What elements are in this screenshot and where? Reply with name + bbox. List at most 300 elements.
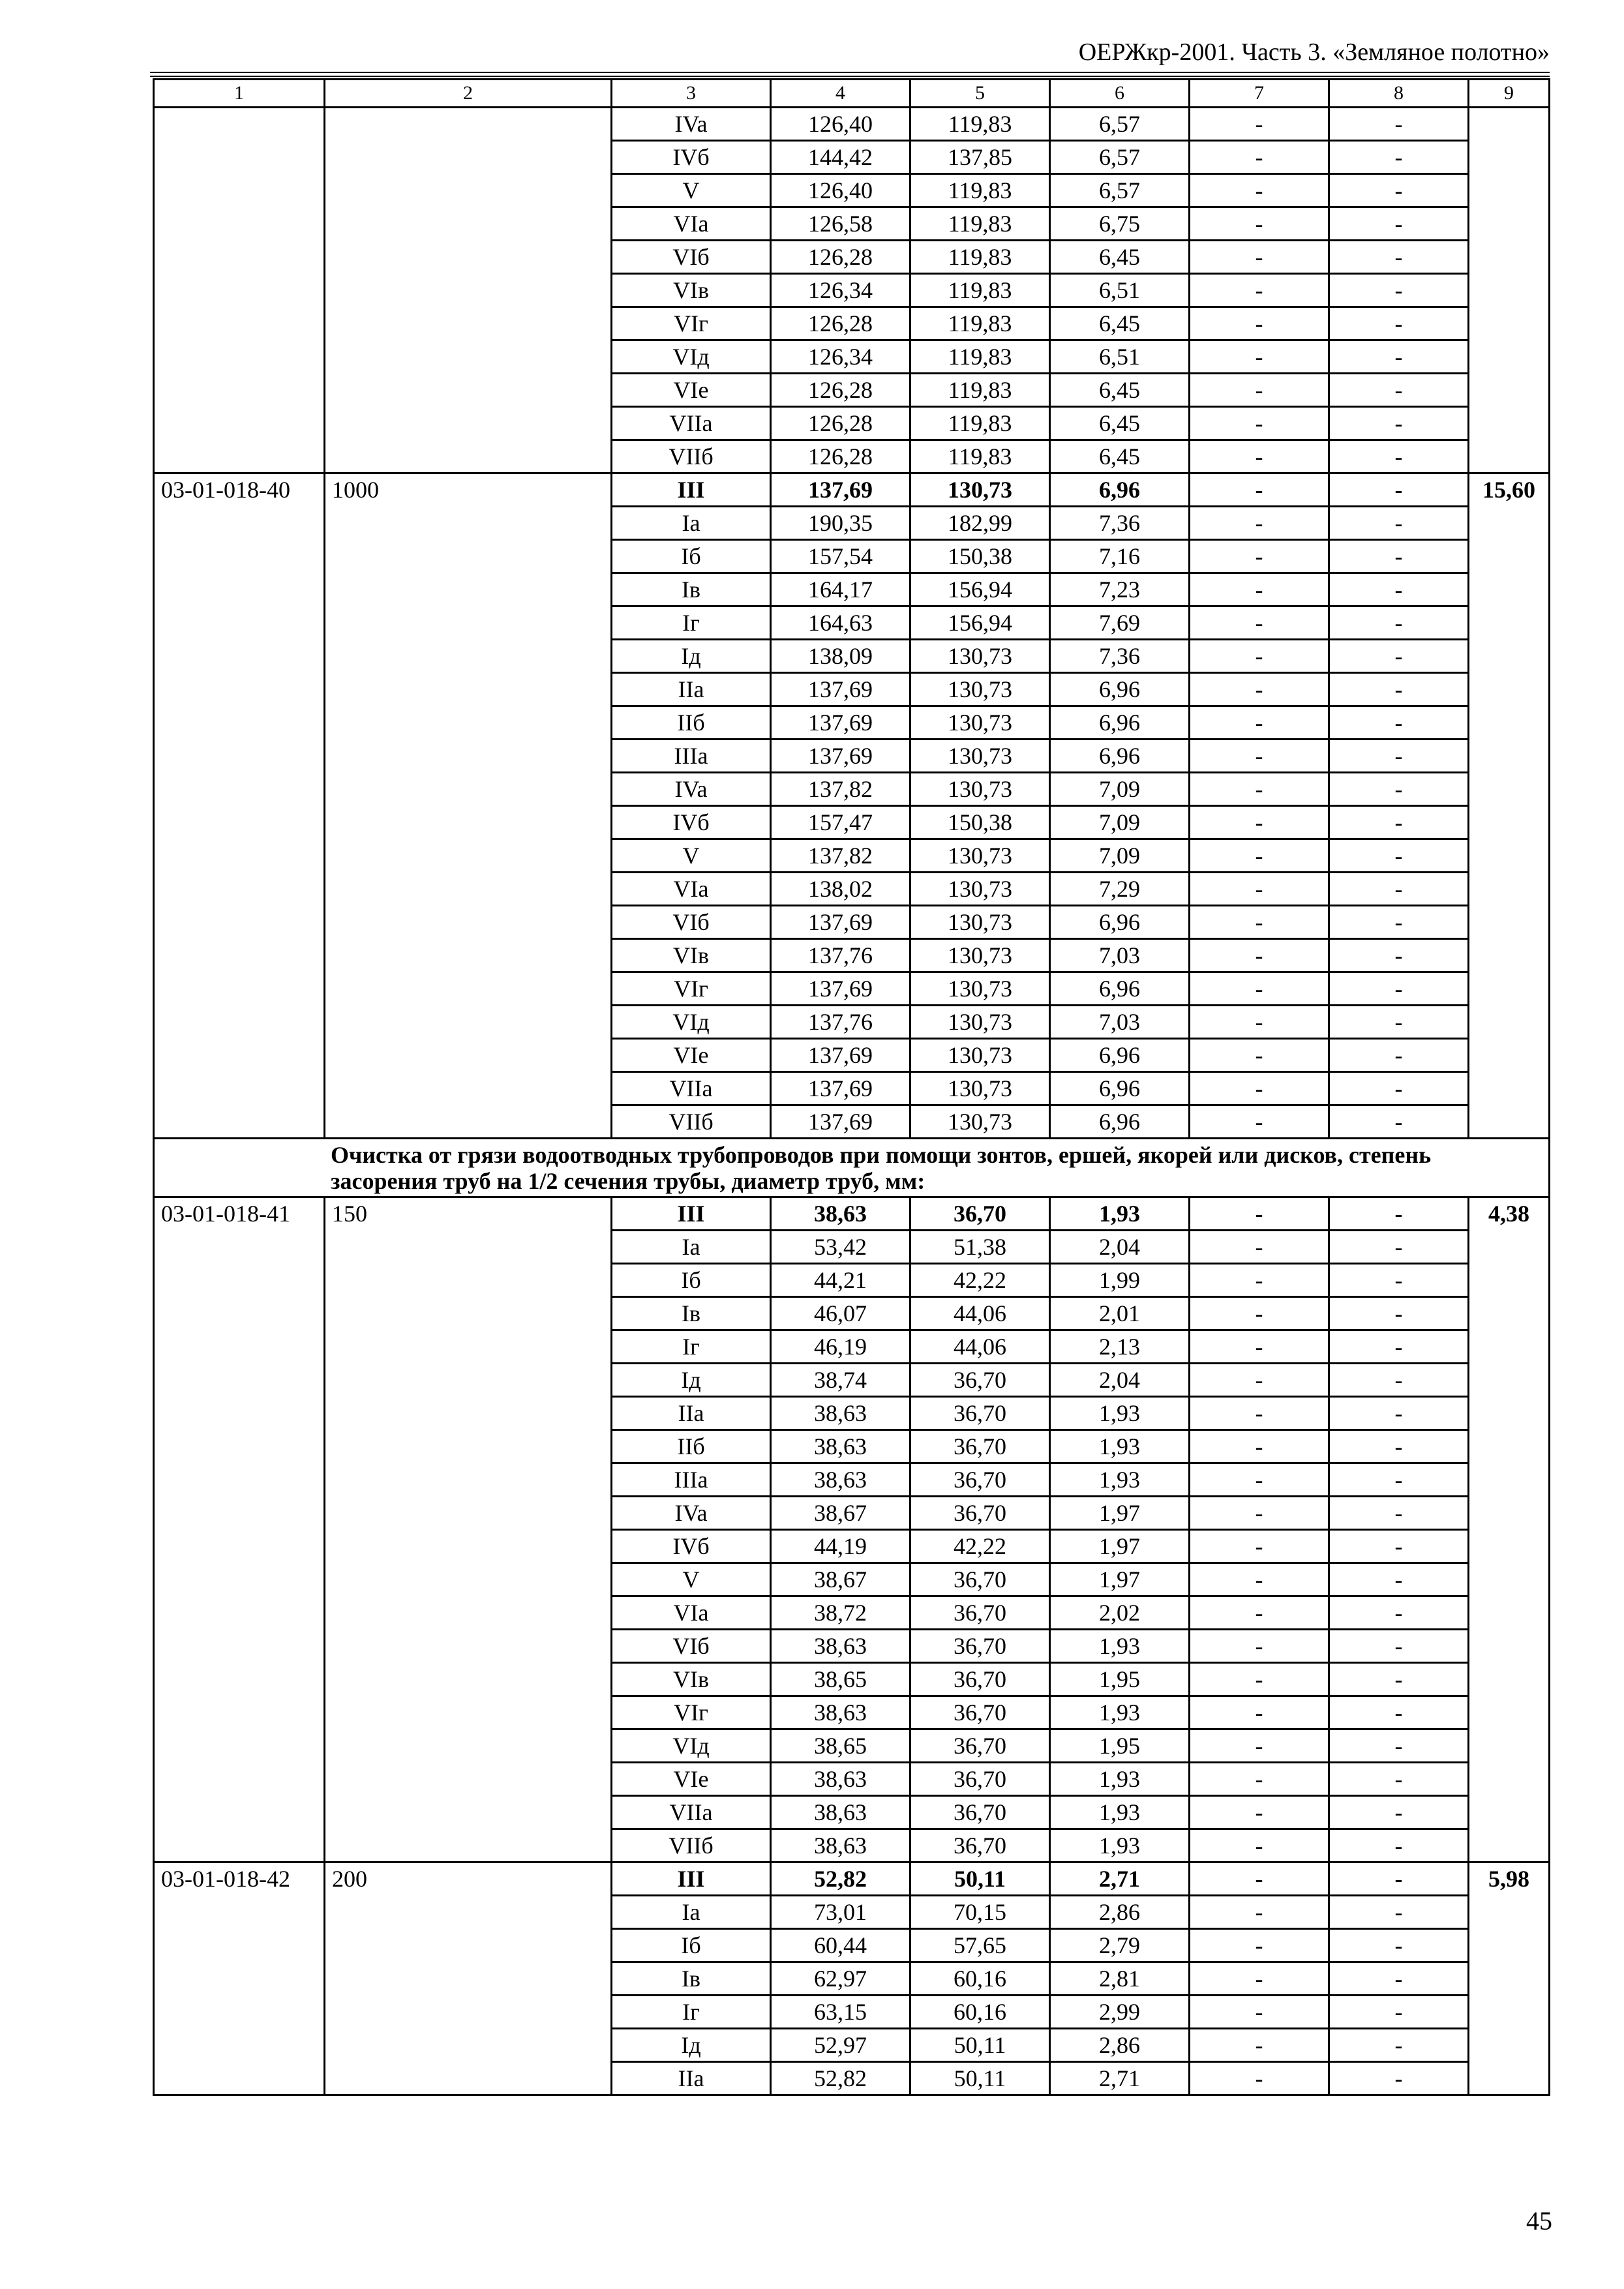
value-cell: IVa <box>612 1497 771 1530</box>
value-cell: - <box>1190 1896 1329 1929</box>
value-cell: IIб <box>612 1430 771 1463</box>
value-cell: 1,93 <box>1050 1430 1190 1463</box>
value-cell: 144,42 <box>771 141 910 174</box>
value-cell: - <box>1329 1330 1469 1364</box>
value-cell: 2,04 <box>1050 1231 1190 1264</box>
price-table-container <box>153 78 1548 2096</box>
value-cell: 130,73 <box>910 740 1050 773</box>
header-rule <box>150 72 1550 73</box>
value-cell: - <box>1190 1039 1329 1072</box>
value-cell: 1,93 <box>1050 1397 1190 1430</box>
table-row <box>154 1863 1550 1896</box>
value-cell: VIв <box>612 274 771 307</box>
value-cell: IIa <box>612 1397 771 1430</box>
value-cell: 1,93 <box>1050 1630 1190 1663</box>
value-cell: IIIa <box>612 740 771 773</box>
value-cell: - <box>1329 1763 1469 1796</box>
column-number-cell: 5 <box>910 80 1050 108</box>
value-cell: 6,96 <box>1050 740 1190 773</box>
value-cell: IVa <box>612 773 771 806</box>
value-cell: 130,73 <box>910 1072 1050 1105</box>
value-cell: - <box>1329 374 1469 407</box>
value-cell: 7,09 <box>1050 773 1190 806</box>
value-cell: - <box>1329 1430 1469 1463</box>
value-cell: 36,70 <box>910 1763 1050 1796</box>
value-cell: Iд <box>612 640 771 673</box>
value-cell: 36,70 <box>910 1397 1050 1430</box>
value-cell: Iг <box>612 606 771 640</box>
value-cell: VIд <box>612 1729 771 1763</box>
value-cell: 38,63 <box>771 1463 910 1497</box>
value-cell: IVб <box>612 1530 771 1563</box>
value-cell: Iб <box>612 540 771 573</box>
value-cell: - <box>1329 1796 1469 1829</box>
value-cell: 53,42 <box>771 1231 910 1264</box>
value-cell: - <box>1190 540 1329 573</box>
value-cell: 1,93 <box>1050 1463 1190 1497</box>
value-cell: - <box>1190 1264 1329 1297</box>
value-cell: 36,70 <box>910 1364 1050 1397</box>
value-cell: 6,57 <box>1050 108 1190 141</box>
value-cell: 126,34 <box>771 274 910 307</box>
value-cell: - <box>1329 1006 1469 1039</box>
value-cell: - <box>1329 1297 1469 1330</box>
value-cell: - <box>1190 1729 1329 1763</box>
value-cell: 2,71 <box>1050 2062 1190 2095</box>
value-cell: 126,40 <box>771 174 910 207</box>
col9-cell: 15,60 <box>1469 473 1550 1139</box>
value-cell: - <box>1329 1231 1469 1264</box>
value-cell: IVб <box>612 806 771 839</box>
value-cell: VIIб <box>612 440 771 473</box>
column-number-row <box>154 80 1550 108</box>
value-cell: - <box>1190 1397 1329 1430</box>
value-cell: 38,67 <box>771 1497 910 1530</box>
value-cell: - <box>1190 606 1329 640</box>
value-cell: - <box>1329 1630 1469 1663</box>
value-cell: 63,15 <box>771 1996 910 2029</box>
value-cell: - <box>1329 773 1469 806</box>
table-row <box>154 108 1550 141</box>
value-cell: - <box>1190 340 1329 374</box>
table-row <box>154 473 1550 507</box>
value-cell: III <box>612 1197 771 1231</box>
value-cell: VIe <box>612 1039 771 1072</box>
value-cell: - <box>1190 1297 1329 1330</box>
value-cell: 150,38 <box>910 806 1050 839</box>
value-cell: - <box>1329 2029 1469 2062</box>
value-cell: 126,58 <box>771 207 910 241</box>
value-cell: 130,73 <box>910 473 1050 507</box>
value-cell: - <box>1329 108 1469 141</box>
value-cell: 2,99 <box>1050 1996 1190 2029</box>
value-cell: VIд <box>612 1006 771 1039</box>
value-cell: - <box>1329 241 1469 274</box>
value-cell: - <box>1329 473 1469 507</box>
value-cell: 7,03 <box>1050 939 1190 972</box>
value-cell: 38,63 <box>771 1630 910 1663</box>
value-cell: VIa <box>612 1596 771 1630</box>
value-cell: VIIa <box>612 1072 771 1105</box>
value-cell: - <box>1190 2062 1329 2095</box>
value-cell: 38,63 <box>771 1197 910 1231</box>
col9-cell: 4,38 <box>1469 1197 1550 1863</box>
value-cell: - <box>1190 573 1329 606</box>
value-cell: Iг <box>612 1330 771 1364</box>
diameter-cell: 1000 <box>325 473 612 1139</box>
value-cell: Iб <box>612 1929 771 1962</box>
value-cell: 38,65 <box>771 1663 910 1696</box>
value-cell: 36,70 <box>910 1696 1050 1729</box>
value-cell: 36,70 <box>910 1729 1050 1763</box>
value-cell: 50,11 <box>910 2062 1050 2095</box>
value-cell: - <box>1190 1763 1329 1796</box>
value-cell: - <box>1190 108 1329 141</box>
value-cell: 1,95 <box>1050 1729 1190 1763</box>
continuation-col9-cell <box>1469 108 1550 473</box>
value-cell: 2,71 <box>1050 1863 1190 1896</box>
value-cell: - <box>1329 740 1469 773</box>
value-cell: 6,45 <box>1050 241 1190 274</box>
value-cell: - <box>1329 573 1469 606</box>
value-cell: 130,73 <box>910 673 1050 706</box>
value-cell: V <box>612 1563 771 1596</box>
code-cell: 03-01-018-42 <box>154 1863 325 2095</box>
value-cell: 7,09 <box>1050 839 1190 873</box>
value-cell: - <box>1329 407 1469 440</box>
value-cell: 137,69 <box>771 1105 910 1139</box>
value-cell: Iд <box>612 1364 771 1397</box>
value-cell: - <box>1190 1796 1329 1829</box>
value-cell: - <box>1190 740 1329 773</box>
value-cell: - <box>1329 673 1469 706</box>
value-cell: - <box>1329 706 1469 740</box>
value-cell: - <box>1329 1829 1469 1863</box>
value-cell: - <box>1329 1663 1469 1696</box>
value-cell: - <box>1329 1696 1469 1729</box>
value-cell: 6,57 <box>1050 174 1190 207</box>
value-cell: 62,97 <box>771 1962 910 1996</box>
value-cell: VIIa <box>612 1796 771 1829</box>
value-cell: 130,73 <box>910 906 1050 939</box>
value-cell: - <box>1329 1996 1469 2029</box>
value-cell: VIa <box>612 873 771 906</box>
value-cell: 119,83 <box>910 207 1050 241</box>
value-cell: - <box>1190 1463 1329 1497</box>
value-cell: 126,34 <box>771 340 910 374</box>
value-cell: 164,17 <box>771 573 910 606</box>
value-cell: - <box>1190 1663 1329 1696</box>
value-cell: 6,51 <box>1050 340 1190 374</box>
value-cell: VIг <box>612 972 771 1006</box>
value-cell: 6,96 <box>1050 1039 1190 1072</box>
value-cell: - <box>1329 606 1469 640</box>
value-cell: 42,22 <box>910 1264 1050 1297</box>
value-cell: 119,83 <box>910 241 1050 274</box>
value-cell: - <box>1329 839 1469 873</box>
value-cell: 36,70 <box>910 1463 1050 1497</box>
value-cell: 137,69 <box>771 906 910 939</box>
value-cell: 137,76 <box>771 1006 910 1039</box>
value-cell: - <box>1329 540 1469 573</box>
value-cell: - <box>1190 440 1329 473</box>
value-cell: Ia <box>612 1896 771 1929</box>
value-cell: 6,96 <box>1050 972 1190 1006</box>
value-cell: - <box>1190 1231 1329 1264</box>
value-cell: V <box>612 839 771 873</box>
value-cell: - <box>1329 1929 1469 1962</box>
value-cell: 7,36 <box>1050 507 1190 540</box>
value-cell: 46,07 <box>771 1297 910 1330</box>
value-cell: - <box>1329 2062 1469 2095</box>
value-cell: Iв <box>612 1962 771 1996</box>
value-cell: 46,19 <box>771 1330 910 1364</box>
column-number-cell: 4 <box>771 80 910 108</box>
value-cell: - <box>1190 241 1329 274</box>
value-cell: III <box>612 1863 771 1896</box>
value-cell: 60,44 <box>771 1929 910 1962</box>
value-cell: - <box>1190 839 1329 873</box>
value-cell: 51,38 <box>910 1231 1050 1264</box>
value-cell: 7,69 <box>1050 606 1190 640</box>
value-cell: Ia <box>612 1231 771 1264</box>
value-cell: 138,02 <box>771 873 910 906</box>
value-cell: - <box>1190 806 1329 839</box>
value-cell: - <box>1329 972 1469 1006</box>
continuation-size-cell <box>325 108 612 473</box>
value-cell: 126,28 <box>771 307 910 340</box>
value-cell: 38,67 <box>771 1563 910 1596</box>
value-cell: 130,73 <box>910 1105 1050 1139</box>
value-cell: 1,99 <box>1050 1264 1190 1297</box>
section-title-row <box>154 1139 1550 1197</box>
value-cell: 60,16 <box>910 1962 1050 1996</box>
value-cell: 1,97 <box>1050 1497 1190 1530</box>
value-cell: - <box>1190 1829 1329 1863</box>
value-cell: Iг <box>612 1996 771 2029</box>
value-cell: 6,96 <box>1050 673 1190 706</box>
value-cell: - <box>1190 1996 1329 2029</box>
value-cell: 119,83 <box>910 174 1050 207</box>
value-cell: 137,85 <box>910 141 1050 174</box>
table-row <box>154 1197 1550 1231</box>
value-cell: 44,06 <box>910 1297 1050 1330</box>
value-cell: 7,23 <box>1050 573 1190 606</box>
value-cell: - <box>1329 507 1469 540</box>
value-cell: 6,96 <box>1050 473 1190 507</box>
value-cell: - <box>1190 2029 1329 2062</box>
value-cell: Iв <box>612 573 771 606</box>
value-cell: - <box>1329 1397 1469 1430</box>
value-cell: 137,69 <box>771 1039 910 1072</box>
value-cell: 52,82 <box>771 2062 910 2095</box>
value-cell: - <box>1190 1630 1329 1663</box>
value-cell: 6,45 <box>1050 374 1190 407</box>
value-cell: Iд <box>612 2029 771 2062</box>
value-cell: 42,22 <box>910 1530 1050 1563</box>
value-cell: VIг <box>612 1696 771 1729</box>
value-cell: 119,83 <box>910 374 1050 407</box>
column-number-cell: 7 <box>1190 80 1329 108</box>
value-cell: 119,83 <box>910 307 1050 340</box>
value-cell: 6,57 <box>1050 141 1190 174</box>
value-cell: - <box>1329 873 1469 906</box>
value-cell: 2,04 <box>1050 1364 1190 1397</box>
value-cell: 1,93 <box>1050 1696 1190 1729</box>
value-cell: 1,93 <box>1050 1829 1190 1863</box>
value-cell: - <box>1190 1563 1329 1596</box>
value-cell: 137,82 <box>771 773 910 806</box>
value-cell: 138,09 <box>771 640 910 673</box>
value-cell: 52,97 <box>771 2029 910 2062</box>
value-cell: 130,73 <box>910 1006 1050 1039</box>
value-cell: 36,70 <box>910 1563 1050 1596</box>
value-cell: - <box>1190 1596 1329 1630</box>
value-cell: 119,83 <box>910 274 1050 307</box>
value-cell: 137,69 <box>771 740 910 773</box>
price-table <box>153 78 1550 2096</box>
value-cell: 156,94 <box>910 606 1050 640</box>
value-cell: IIб <box>612 706 771 740</box>
value-cell: - <box>1329 440 1469 473</box>
value-cell: 130,73 <box>910 773 1050 806</box>
code-cell: 03-01-018-41 <box>154 1197 325 1863</box>
value-cell: 36,70 <box>910 1497 1050 1530</box>
value-cell: - <box>1190 873 1329 906</box>
value-cell: 6,96 <box>1050 1072 1190 1105</box>
running-header: ОЕРЖкр-2001. Часть 3. «Земляное полотно» <box>1078 38 1550 66</box>
value-cell: - <box>1190 1105 1329 1139</box>
value-cell: 2,13 <box>1050 1330 1190 1364</box>
column-number-cell: 6 <box>1050 80 1190 108</box>
value-cell: 1,95 <box>1050 1663 1190 1696</box>
value-cell: 7,36 <box>1050 640 1190 673</box>
value-cell: - <box>1190 507 1329 540</box>
value-cell: 130,73 <box>910 839 1050 873</box>
value-cell: - <box>1190 1197 1329 1231</box>
value-cell: VIa <box>612 207 771 241</box>
code-cell: 03-01-018-40 <box>154 473 325 1139</box>
header-rule <box>150 76 1550 77</box>
value-cell: 38,65 <box>771 1729 910 1763</box>
value-cell: 1,93 <box>1050 1197 1190 1231</box>
value-cell: - <box>1329 939 1469 972</box>
value-cell: IVa <box>612 108 771 141</box>
value-cell: 6,75 <box>1050 207 1190 241</box>
value-cell: 119,83 <box>910 407 1050 440</box>
column-number-cell: 3 <box>612 80 771 108</box>
value-cell: 6,45 <box>1050 307 1190 340</box>
value-cell: - <box>1190 274 1329 307</box>
value-cell: - <box>1190 773 1329 806</box>
value-cell: 2,01 <box>1050 1297 1190 1330</box>
value-cell: 60,16 <box>910 1996 1050 2029</box>
value-cell: 2,79 <box>1050 1929 1190 1962</box>
value-cell: 6,96 <box>1050 906 1190 939</box>
value-cell: - <box>1190 972 1329 1006</box>
value-cell: 130,73 <box>910 706 1050 740</box>
value-cell: III <box>612 473 771 507</box>
value-cell: 44,19 <box>771 1530 910 1563</box>
value-cell: 2,86 <box>1050 1896 1190 1929</box>
value-cell: - <box>1190 1072 1329 1105</box>
value-cell: - <box>1329 806 1469 839</box>
value-cell: 119,83 <box>910 440 1050 473</box>
value-cell: VIб <box>612 906 771 939</box>
value-cell: 137,69 <box>771 972 910 1006</box>
value-cell: 2,81 <box>1050 1962 1190 1996</box>
value-cell: - <box>1329 1463 1469 1497</box>
value-cell: - <box>1329 274 1469 307</box>
value-cell: 130,73 <box>910 873 1050 906</box>
value-cell: IIIa <box>612 1463 771 1497</box>
value-cell: - <box>1329 1863 1469 1896</box>
value-cell: - <box>1329 906 1469 939</box>
value-cell: - <box>1329 1105 1469 1139</box>
value-cell: - <box>1329 640 1469 673</box>
value-cell: 52,82 <box>771 1863 910 1896</box>
value-cell: VIIб <box>612 1105 771 1139</box>
col9-cell: 5,98 <box>1469 1863 1550 2095</box>
value-cell: 36,70 <box>910 1630 1050 1663</box>
value-cell: 50,11 <box>910 2029 1050 2062</box>
value-cell: - <box>1190 1330 1329 1364</box>
value-cell: - <box>1190 1962 1329 1996</box>
value-cell: 182,99 <box>910 507 1050 540</box>
diameter-cell: 150 <box>325 1197 612 1863</box>
value-cell: 119,83 <box>910 340 1050 374</box>
value-cell: - <box>1329 1197 1469 1231</box>
value-cell: VIIa <box>612 407 771 440</box>
value-cell: - <box>1190 906 1329 939</box>
value-cell: 126,28 <box>771 241 910 274</box>
continuation-code-cell <box>154 108 325 473</box>
value-cell: 38,63 <box>771 1796 910 1829</box>
value-cell: - <box>1329 307 1469 340</box>
value-cell: 36,70 <box>910 1796 1050 1829</box>
value-cell: VIIб <box>612 1829 771 1863</box>
value-cell: 7,03 <box>1050 1006 1190 1039</box>
value-cell: 157,54 <box>771 540 910 573</box>
value-cell: IVб <box>612 141 771 174</box>
value-cell: - <box>1190 473 1329 507</box>
value-cell: 38,63 <box>771 1696 910 1729</box>
section-title: Очистка от грязи водоотводных трубопроводов при помощи зонтов, ершей, якорей или дисков, степень засорения труб на 1/2 сечения трубы, диаметр труб, мм: <box>154 1139 1550 1197</box>
value-cell: 7,16 <box>1050 540 1190 573</box>
value-cell: - <box>1190 1364 1329 1397</box>
value-cell: 164,63 <box>771 606 910 640</box>
value-cell: - <box>1329 1264 1469 1297</box>
column-number-cell: 9 <box>1469 80 1550 108</box>
value-cell: - <box>1190 706 1329 740</box>
value-cell: - <box>1329 1962 1469 1996</box>
value-cell: VIe <box>612 1763 771 1796</box>
value-cell: - <box>1329 1039 1469 1072</box>
diameter-cell: 200 <box>325 1863 612 2095</box>
value-cell: 36,70 <box>910 1430 1050 1463</box>
value-cell: 137,82 <box>771 839 910 873</box>
value-cell: - <box>1329 1729 1469 1763</box>
value-cell: 7,09 <box>1050 806 1190 839</box>
value-cell: VIд <box>612 340 771 374</box>
value-cell: 126,28 <box>771 440 910 473</box>
value-cell: VIг <box>612 307 771 340</box>
value-cell: 7,29 <box>1050 873 1190 906</box>
value-cell: 44,06 <box>910 1330 1050 1364</box>
value-cell: 119,83 <box>910 108 1050 141</box>
value-cell: 130,73 <box>910 939 1050 972</box>
value-cell: 36,70 <box>910 1596 1050 1630</box>
